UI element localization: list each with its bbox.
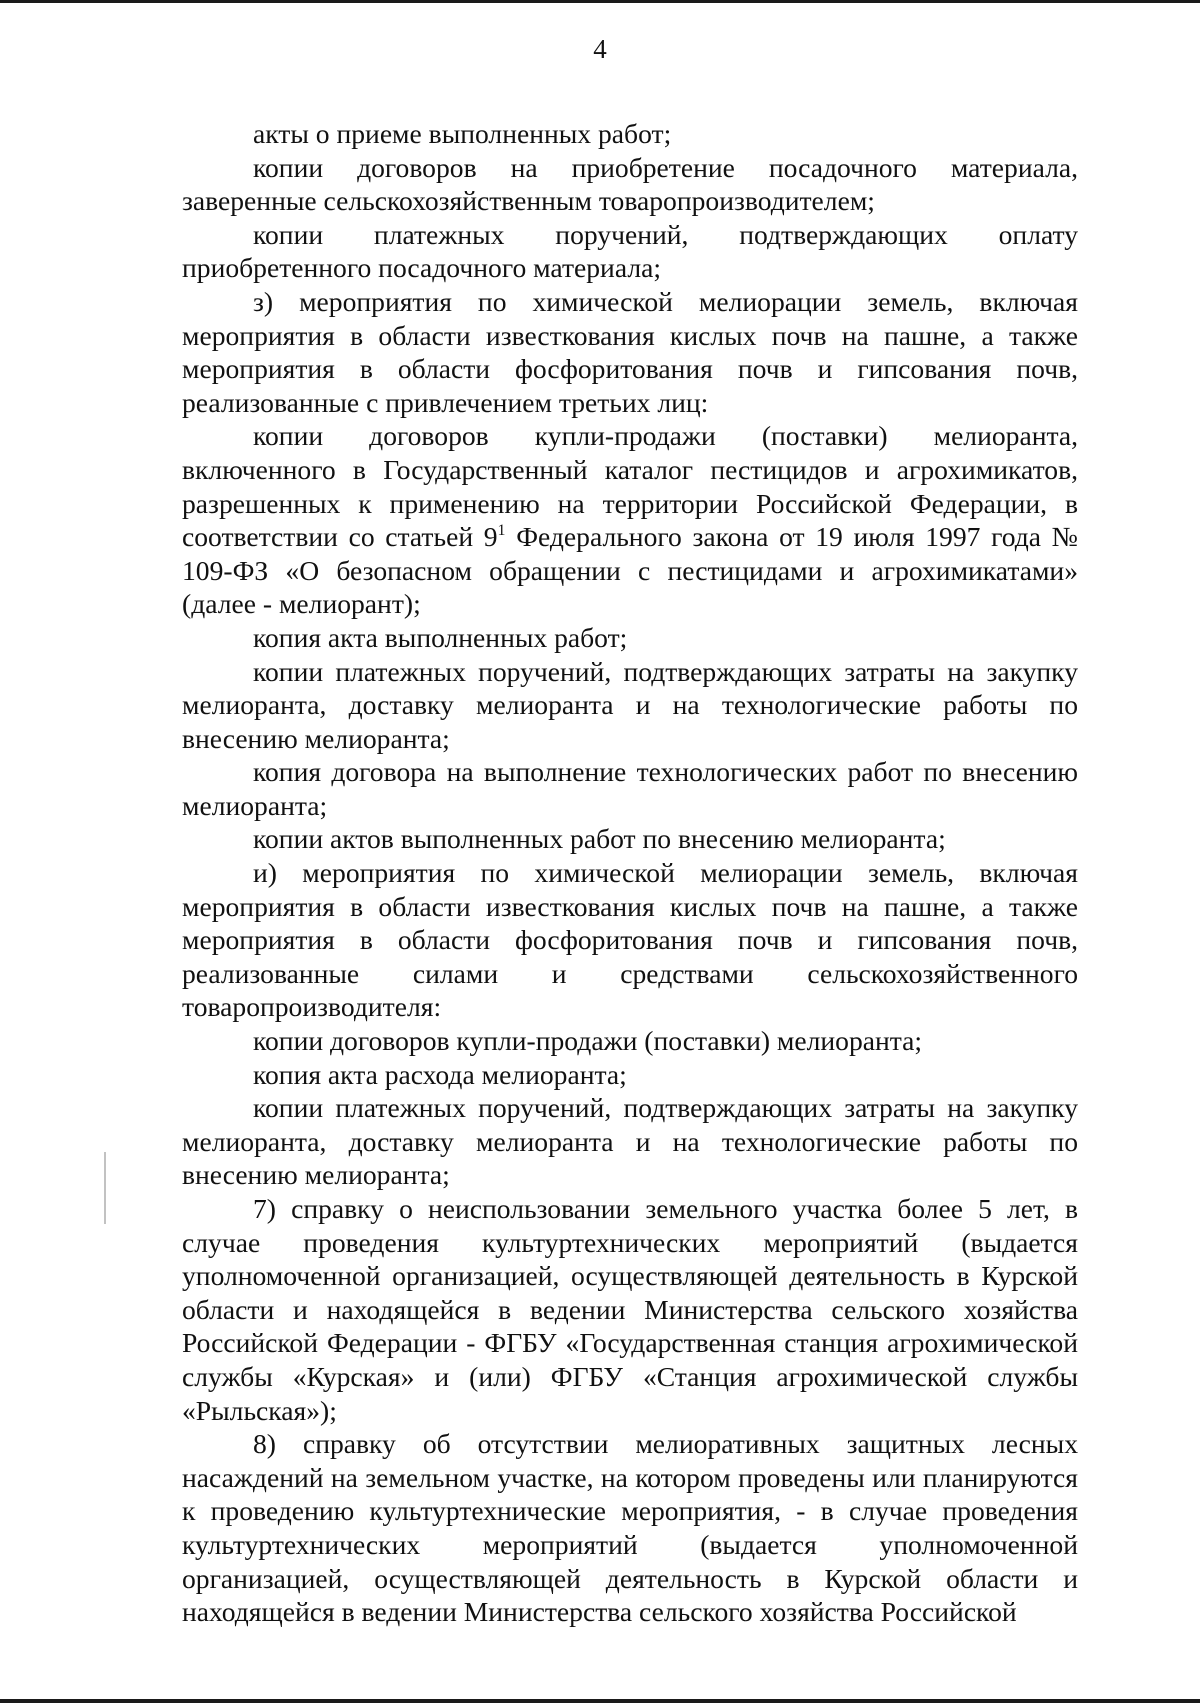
paragraph-meliorant-payments-second: копии платежных поручений, подтверждающих затраты на закупку мелиоранта, доставку мелиоранта и на технологические работы по внесению мелиоранта; (182, 1092, 1078, 1191)
article-superscript: 1 (497, 522, 506, 540)
document-body (182, 117, 1078, 1629)
paragraph-meliorant-payments: копии платежных поручений, подтверждающих затраты на закупку мелиоранта, доставку мелиоранта и на технологические работы по внесению мелиоранта; (182, 655, 1078, 754)
page-number: 4 (593, 34, 607, 64)
paragraph-meliorant-text-start: копии договоров купли-продажи (поставки) мелиоранта, включенного в Государственный каталог пестицидов и агрохимикатов, разрешенных к применению на территории Российской Федерации, в соответствии со статьей 9 (182, 420, 1078, 553)
paragraph-planting-material-payments: копии платежных поручений, подтверждающих оплату приобретенного посадочного материала; (182, 218, 1078, 284)
paragraph-meliorant-application-acts: копии актов выполненных работ по внесению мелиоранта; (253, 823, 946, 855)
paragraph-meliorant-text-end: Федерального закона от 19 июля 1997 года № 109-ФЗ «О безопасном обращении с пестицидами и агрохимикатами» (далее - мелиорант); (182, 521, 1078, 620)
paragraph-technological-works-contract: копия договора на выполнение технологических работ по внесению мелиоранта; (182, 756, 1078, 821)
paragraph-item-z-chemical-melioration-third-parties: з) мероприятия по химической мелиорации земель, включая мероприятия в области известкования кислых почв на пашне, а также мероприятия в области фосфоритования почв и гипсования почв, реализованные с привлечением третьих лиц: (182, 285, 1078, 418)
paragraph-meliorant-sale-contracts (182, 419, 1078, 621)
paragraph-item-i-chemical-melioration-own-forces: и) мероприятия по химической мелиорации земель, включая мероприятия в области известкования кислых почв на пашне, а также мероприятия в области фосфоритования почв и гипсования почв, реализованные силами и средствами сельскохозяйственного товаропроизводителя: (182, 857, 1078, 1023)
paragraph-meliorant-consumption-act: копия акта расхода мелиоранта; (253, 1058, 627, 1090)
scan-margin-mark (104, 1152, 106, 1224)
paragraph-planting-material-contracts: копии договоров на приобретение посадочного материала, заверенные сельскохозяйственным товаропроизводителем; (182, 151, 1078, 217)
paragraph-acts-of-acceptance: акты о приеме выполненных работ; (253, 118, 672, 149)
paragraph-meliorant-contracts: копии договоров купли-продажи (поставки) мелиоранта; (253, 1025, 923, 1057)
paragraph-act-of-completed-works: копия акта выполненных работ; (253, 621, 628, 653)
scan-bottom-edge (0, 1699, 1200, 1703)
paragraph-item-7-land-nonuse-certificate: 7) справку о неиспользовании земельного участка более 5 лет, в случае проведения культуртехнических мероприятий (выдается уполномоченной организацией, осуществляющей деятельность в Курской области и находящейся в ведении Министерства сельского хозяйства Российской Федерации - ФГБУ «Государственная станция агрохимической службы «Курская» и (или) ФГБУ «Станция агрохимической службы «Рыльская»); (182, 1193, 1078, 1426)
scan-top-edge (0, 0, 1200, 3)
paragraph-item-8-forest-absence-certificate: 8) справку об отсутствии мелиоративных защитных лесных насаждений на земельном участке, на котором проведены или планируются к проведению культуртехнические мероприятия, - в случае проведения культуртехнических мероприятий (выдается уполномоченной организацией, осуществляющей деятельность в Курской области и находящейся в ведении Министерства сельского хозяйства Российской (182, 1428, 1078, 1628)
